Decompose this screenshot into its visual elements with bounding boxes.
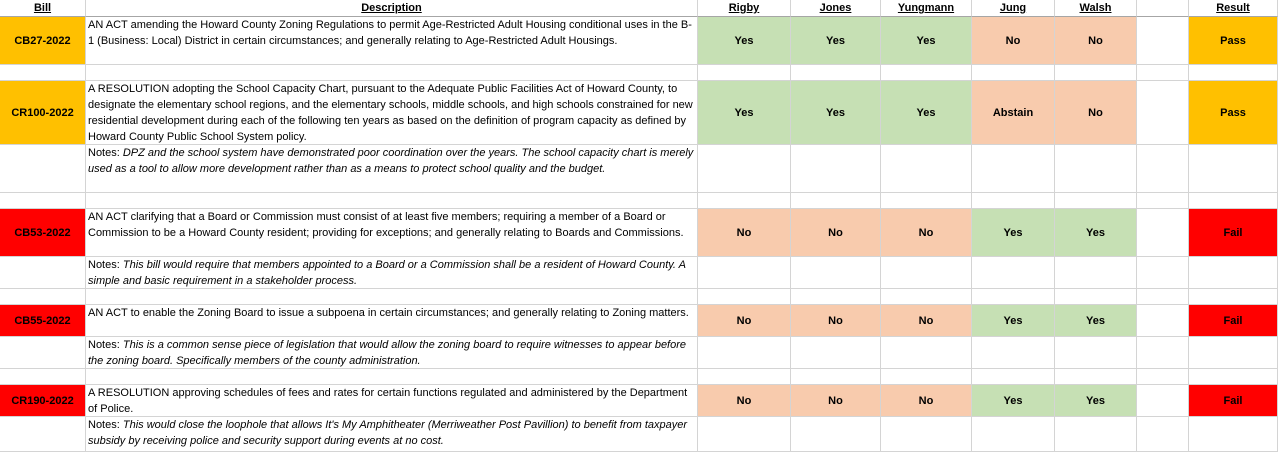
- empty-cell[interactable]: [0, 369, 86, 385]
- vote-walsh[interactable]: Yes: [1055, 209, 1137, 257]
- empty-cell[interactable]: [0, 193, 86, 209]
- empty-cell[interactable]: [791, 417, 881, 452]
- empty-cell[interactable]: [881, 257, 972, 289]
- empty-cell[interactable]: [698, 145, 791, 193]
- header-result[interactable]: Result: [1189, 0, 1278, 17]
- empty-cell[interactable]: [972, 193, 1055, 209]
- empty-cell[interactable]: [1055, 289, 1137, 305]
- notes-text: This is a common sense piece of legislation that would allow the zoning board to require witnesses to appear before the zoning board. Specifically members of the county administration.: [88, 339, 687, 367]
- empty-cell[interactable]: [972, 369, 1055, 385]
- vote-rigby[interactable]: Yes: [698, 81, 791, 145]
- header-jung[interactable]: Jung: [972, 0, 1055, 17]
- vote-rigby[interactable]: No: [698, 305, 791, 337]
- empty-cell[interactable]: [1189, 65, 1278, 81]
- empty-cell[interactable]: [0, 417, 86, 452]
- empty-cell[interactable]: [1189, 145, 1278, 193]
- vote-jung[interactable]: No: [972, 17, 1055, 65]
- empty-cell[interactable]: [881, 289, 972, 305]
- empty-cell[interactable]: [1137, 417, 1189, 452]
- empty-cell[interactable]: [698, 337, 791, 369]
- header-rigby[interactable]: Rigby: [698, 0, 791, 17]
- empty-cell[interactable]: [1055, 417, 1137, 452]
- empty-cell[interactable]: [1189, 289, 1278, 305]
- empty-cell[interactable]: [1189, 337, 1278, 369]
- empty-cell[interactable]: [1055, 145, 1137, 193]
- vote-jung[interactable]: Yes: [972, 385, 1055, 417]
- header-walsh[interactable]: Walsh: [1055, 0, 1137, 17]
- vote-rigby[interactable]: No: [698, 209, 791, 257]
- empty-cell[interactable]: [972, 145, 1055, 193]
- empty-cell[interactable]: [1137, 17, 1189, 65]
- empty-cell[interactable]: [881, 417, 972, 452]
- empty-cell[interactable]: [791, 193, 881, 209]
- empty-cell[interactable]: [1137, 337, 1189, 369]
- empty-cell[interactable]: [881, 145, 972, 193]
- description-cell[interactable]: AN ACT clarifying that a Board or Commission must consist of at least five members; requiring a member of a Board or Commission to be a Howard County resident; providing for exceptions; and generally relating to Boards and Commissions.: [86, 209, 698, 257]
- empty-cell[interactable]: [1189, 193, 1278, 209]
- empty-cell[interactable]: [881, 337, 972, 369]
- empty-cell[interactable]: [698, 417, 791, 452]
- notes-label: Notes:: [88, 147, 123, 159]
- empty-cell[interactable]: [972, 257, 1055, 289]
- header-jones[interactable]: Jones: [791, 0, 881, 17]
- empty-cell[interactable]: [1055, 257, 1137, 289]
- empty-cell[interactable]: [1055, 337, 1137, 369]
- empty-cell[interactable]: [972, 417, 1055, 452]
- bill-cell[interactable]: CB27-2022: [0, 17, 86, 65]
- empty-cell[interactable]: [86, 193, 698, 209]
- empty-cell[interactable]: [1189, 369, 1278, 385]
- empty-cell[interactable]: [1055, 65, 1137, 81]
- empty-cell[interactable]: [1137, 305, 1189, 337]
- bill-cell[interactable]: CR190-2022: [0, 385, 86, 417]
- bill-cell[interactable]: CB53-2022: [0, 209, 86, 257]
- description-cell[interactable]: AN ACT amending the Howard County Zoning Regulations to permit Age-Restricted Adult Housing conditional uses in the B-1 (Business: Local) District in certain circumstances; and generally relating to Age-Restricted Adult Housings.: [86, 17, 698, 65]
- vote-yungmann[interactable]: No: [881, 305, 972, 337]
- empty-cell[interactable]: [0, 65, 86, 81]
- vote-jones[interactable]: No: [791, 385, 881, 417]
- notes-text: This bill would require that members appointed to a Board or a Commission shall be a resident of Howard County. A simple and basic requirement in a stakeholder process.: [88, 259, 686, 287]
- empty-cell[interactable]: [698, 65, 791, 81]
- notes-cell[interactable]: [86, 145, 698, 193]
- empty-cell[interactable]: [1137, 257, 1189, 289]
- result-cell[interactable]: Pass: [1189, 81, 1278, 145]
- description-cell[interactable]: A RESOLUTION adopting the School Capacity Chart, pursuant to the Adequate Public Facilities Act of Howard County, to designate the elementary school regions, and the elementary schools, middle schools, and high schools constrained for new residential development during each of the following ten years as based on the definition of program capacity as defined by Howard County Public School System policy.: [86, 81, 698, 145]
- result-cell[interactable]: Fail: [1189, 209, 1278, 257]
- empty-cell[interactable]: [1189, 417, 1278, 452]
- vote-jones[interactable]: Yes: [791, 81, 881, 145]
- notes-cell[interactable]: [86, 337, 698, 369]
- bill-cell[interactable]: CB55-2022: [0, 305, 86, 337]
- empty-cell[interactable]: [1137, 369, 1189, 385]
- empty-cell[interactable]: [1137, 385, 1189, 417]
- vote-jones[interactable]: No: [791, 305, 881, 337]
- empty-cell[interactable]: [791, 369, 881, 385]
- empty-cell[interactable]: [1055, 193, 1137, 209]
- vote-jones[interactable]: No: [791, 209, 881, 257]
- empty-cell[interactable]: [881, 193, 972, 209]
- header-description[interactable]: Description: [86, 0, 698, 17]
- empty-cell[interactable]: [698, 289, 791, 305]
- empty-cell[interactable]: [881, 369, 972, 385]
- notes-cell[interactable]: [86, 257, 698, 289]
- empty-cell[interactable]: [1189, 257, 1278, 289]
- notes-label: Notes:: [88, 339, 123, 351]
- vote-yungmann[interactable]: Yes: [881, 17, 972, 65]
- empty-cell[interactable]: [791, 145, 881, 193]
- vote-walsh[interactable]: No: [1055, 17, 1137, 65]
- vote-walsh[interactable]: Yes: [1055, 305, 1137, 337]
- empty-cell[interactable]: [972, 65, 1055, 81]
- empty-cell[interactable]: [1137, 65, 1189, 81]
- vote-jung[interactable]: Abstain: [972, 81, 1055, 145]
- empty-cell[interactable]: [881, 65, 972, 81]
- empty-cell[interactable]: [1137, 193, 1189, 209]
- bill-cell[interactable]: CR100-2022: [0, 81, 86, 145]
- notes-text: DPZ and the school system have demonstrated poor coordination over the years. The school capacity chart is merely used as a tool to allow more development rather than as a means to protect school quality and the budget.: [88, 147, 694, 175]
- vote-walsh[interactable]: No: [1055, 81, 1137, 145]
- vote-yungmann[interactable]: No: [881, 385, 972, 417]
- empty-cell[interactable]: [1137, 81, 1189, 145]
- vote-yungmann[interactable]: Yes: [881, 81, 972, 145]
- description-cell[interactable]: AN ACT to enable the Zoning Board to issue a subpoena in certain circumstances; and generally relating to Zoning matters.: [86, 305, 698, 337]
- vote-rigby[interactable]: Yes: [698, 17, 791, 65]
- empty-cell[interactable]: [698, 257, 791, 289]
- empty-cell[interactable]: [1137, 209, 1189, 257]
- vote-jones[interactable]: Yes: [791, 17, 881, 65]
- empty-cell[interactable]: [791, 65, 881, 81]
- empty-cell[interactable]: [1055, 369, 1137, 385]
- empty-cell[interactable]: [972, 289, 1055, 305]
- notes-label: Notes:: [88, 419, 123, 431]
- vote-jung[interactable]: Yes: [972, 305, 1055, 337]
- empty-cell[interactable]: [791, 337, 881, 369]
- empty-cell[interactable]: [972, 337, 1055, 369]
- result-cell[interactable]: Fail: [1189, 385, 1278, 417]
- empty-cell[interactable]: [86, 289, 698, 305]
- notes-label: Notes:: [88, 259, 123, 271]
- empty-cell[interactable]: [0, 145, 86, 193]
- empty-cell[interactable]: [86, 369, 698, 385]
- header-blank[interactable]: [1137, 0, 1189, 17]
- empty-cell[interactable]: [0, 337, 86, 369]
- empty-cell[interactable]: [1137, 145, 1189, 193]
- empty-cell[interactable]: [86, 65, 698, 81]
- vote-walsh[interactable]: Yes: [1055, 385, 1137, 417]
- empty-cell[interactable]: [0, 289, 86, 305]
- vote-jung[interactable]: Yes: [972, 209, 1055, 257]
- empty-cell[interactable]: [698, 193, 791, 209]
- header-bill[interactable]: Bill: [0, 0, 86, 17]
- empty-cell[interactable]: [791, 289, 881, 305]
- empty-cell[interactable]: [0, 257, 86, 289]
- result-cell[interactable]: Fail: [1189, 305, 1278, 337]
- notes-cell[interactable]: [86, 417, 698, 452]
- empty-cell[interactable]: [791, 257, 881, 289]
- vote-rigby[interactable]: No: [698, 385, 791, 417]
- empty-cell[interactable]: [1137, 289, 1189, 305]
- vote-yungmann[interactable]: No: [881, 209, 972, 257]
- header-yungmann[interactable]: Yungmann: [881, 0, 972, 17]
- result-cell[interactable]: Pass: [1189, 17, 1278, 65]
- empty-cell[interactable]: [698, 369, 791, 385]
- notes-text: This would close the loophole that allows It's My Amphitheater (Merriweather Post Pavillion) to benefit from taxpayer subsidy by receiving police and security support during events at no cost.: [88, 419, 688, 447]
- description-cell[interactable]: A RESOLUTION approving schedules of fees and rates for certain functions regulated and administered by the Department of Police.: [86, 385, 698, 417]
